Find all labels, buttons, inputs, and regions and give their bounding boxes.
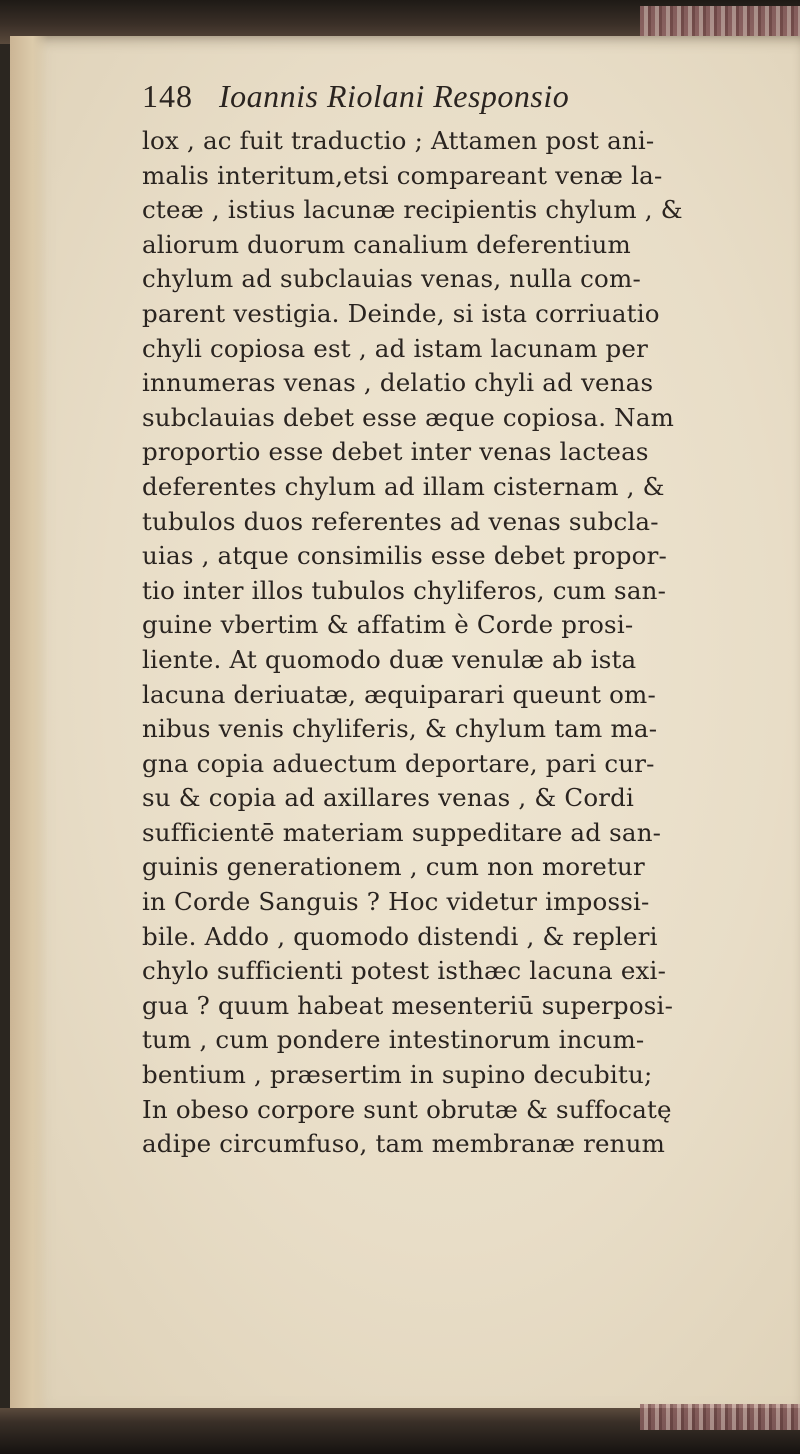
text-line: malis interitum,etsi compareant venæ la- [142,160,663,190]
text-line: In obeso corpore sunt obrutæ & suffocatę [142,1094,672,1124]
text-line: nibus venis chyliferis, & chylum tam ma- [142,714,658,744]
text-line: aliorum duorum canalium deferentium [142,229,631,259]
page-edges-top [640,6,800,36]
text-line: proportio esse debet inter venas lacteas [142,437,649,467]
text-line: gna copia aduectum deportare, pari cur- [142,748,655,778]
text-line: gua ? quum habeat mesenteriū superposi- [142,990,674,1020]
page-gutter-shadow [10,36,48,1414]
page-edges-bottom [640,1404,800,1430]
text-line: chylo sufficienti potest isthæc lacuna exi- [142,956,667,986]
text-line: uias , atque consimilis esse debet propor- [142,541,668,571]
text-line: parent vestigia. Deinde, si ista corriuatio [142,298,660,328]
text-block [142,78,732,1162]
text-line: bile. Addo , quomodo distendi , & repleri [142,921,658,951]
text-line: cteæ , istius lacunæ recipientis chylum , & [142,195,683,225]
text-line: liente. At quomodo duæ venulæ ab ista [142,644,637,674]
text-line: lox , ac fuit traductio ; Attamen post ani- [142,126,655,155]
text-line: sufficientē materiam suppeditare ad san- [142,817,662,847]
text-line: tum , cum pondere intestinorum incum- [142,1025,645,1055]
page-number: 148 [142,78,193,114]
text-line: subclauias debet esse æque copiosa. Nam [142,402,675,432]
running-head [142,78,732,124]
text-line: chylum ad subclauias venas, nulla com- [142,264,641,294]
text-line: innumeras venas , delatio chyli ad venas [142,368,654,398]
text-line: chyli copiosa est , ad istam lacunam per [142,333,648,363]
text-line: guine vbertim & affatim è Corde prosi- [142,610,634,640]
text-line: tubulos duos referentes ad venas subcla- [142,506,659,536]
text-line: deferentes chylum ad illam cisternam , & [142,471,665,501]
text-line: guinis generationem , cum non moretur [142,852,645,882]
text-line: bentium , præsertim in supino decubitu; [142,1060,653,1090]
text-line: lacuna deriuatæ, æquiparari queunt om- [142,679,656,709]
body-text [142,124,732,1162]
text-line: tio inter illos tubulos chyliferos, cum san- [142,575,667,605]
text-line: in Corde Sanguis ? Hoc videtur impossi- [142,887,650,917]
text-line: adipe circumfuso, tam membranæ renum [142,1129,666,1159]
text-line: su & copia ad axillares venas , & Cordi [142,783,635,813]
running-title: Ioannis Riolani Responsio [219,78,570,114]
